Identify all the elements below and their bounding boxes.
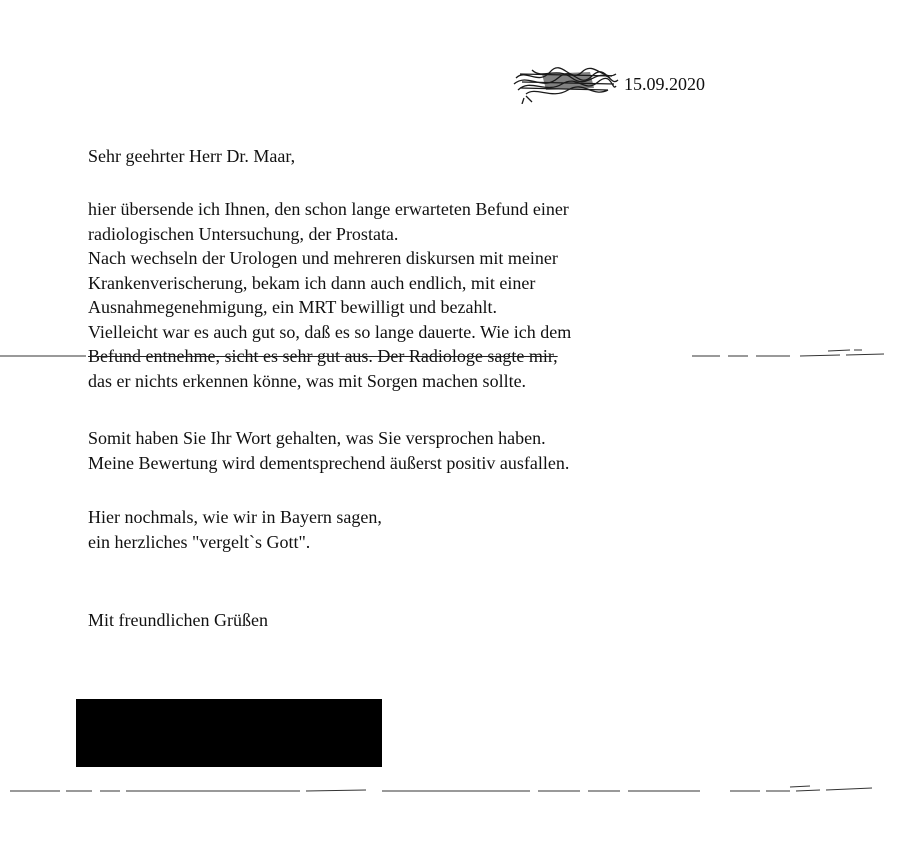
- paragraph-1-line: Krankenverischerung, bekam ich dann auch endlich, mit einer: [88, 272, 536, 293]
- paragraph-3-line: ein herzliches "vergelt`s Gott".: [88, 531, 311, 552]
- paragraph-1-line: radiologischen Untersuchung, der Prostata.: [88, 223, 399, 244]
- paragraph-2-line: Somit haben Sie Ihr Wort gehalten, was Sie versprochen haben.: [88, 428, 546, 448]
- paragraph-1-line: Ausnahmegenehmigung, ein MRT bewilligt und bezahlt.: [88, 297, 498, 317]
- paragraph-3: [88, 505, 382, 554]
- paragraph-2: [88, 426, 569, 475]
- paragraph-3-line: Hier nochmals, wie wir in Bayern sagen,: [88, 507, 382, 527]
- closing: Mit freundlichen Grüßen: [88, 610, 268, 630]
- paragraph-1-line: Vielleicht war es auch gut so, daß es so lange dauerte. Wie ich dem: [88, 321, 572, 342]
- scan-artifact-line: [0, 348, 901, 360]
- scan-artifact-line: [0, 783, 901, 795]
- letter-date: 15.09.2020: [624, 74, 705, 94]
- paragraph-2-line: Meine Bewertung wird dementsprechend äußerst positiv ausfallen.: [88, 452, 570, 473]
- date-block: [512, 64, 705, 104]
- signature-redaction-box: [76, 699, 382, 767]
- paragraph-1-line: das er nichts erkennen könne, was mit Sorgen machen sollte.: [88, 370, 527, 391]
- paragraph-1-line-struck: Befund entnehme, sicht es sehr gut aus. Der Radiologe sagte mir,: [88, 346, 558, 366]
- paragraph-1: [88, 197, 571, 393]
- redacted-place-scribble: [512, 64, 622, 104]
- paragraph-1-line: Nach wechseln der Urologen und mehreren diskursen mit meiner: [88, 248, 558, 268]
- salutation: Sehr geehrter Herr Dr. Maar,: [88, 146, 296, 166]
- paragraph-1-line: hier übersende ich Ihnen, den schon lange erwarteten Befund einer: [88, 199, 569, 219]
